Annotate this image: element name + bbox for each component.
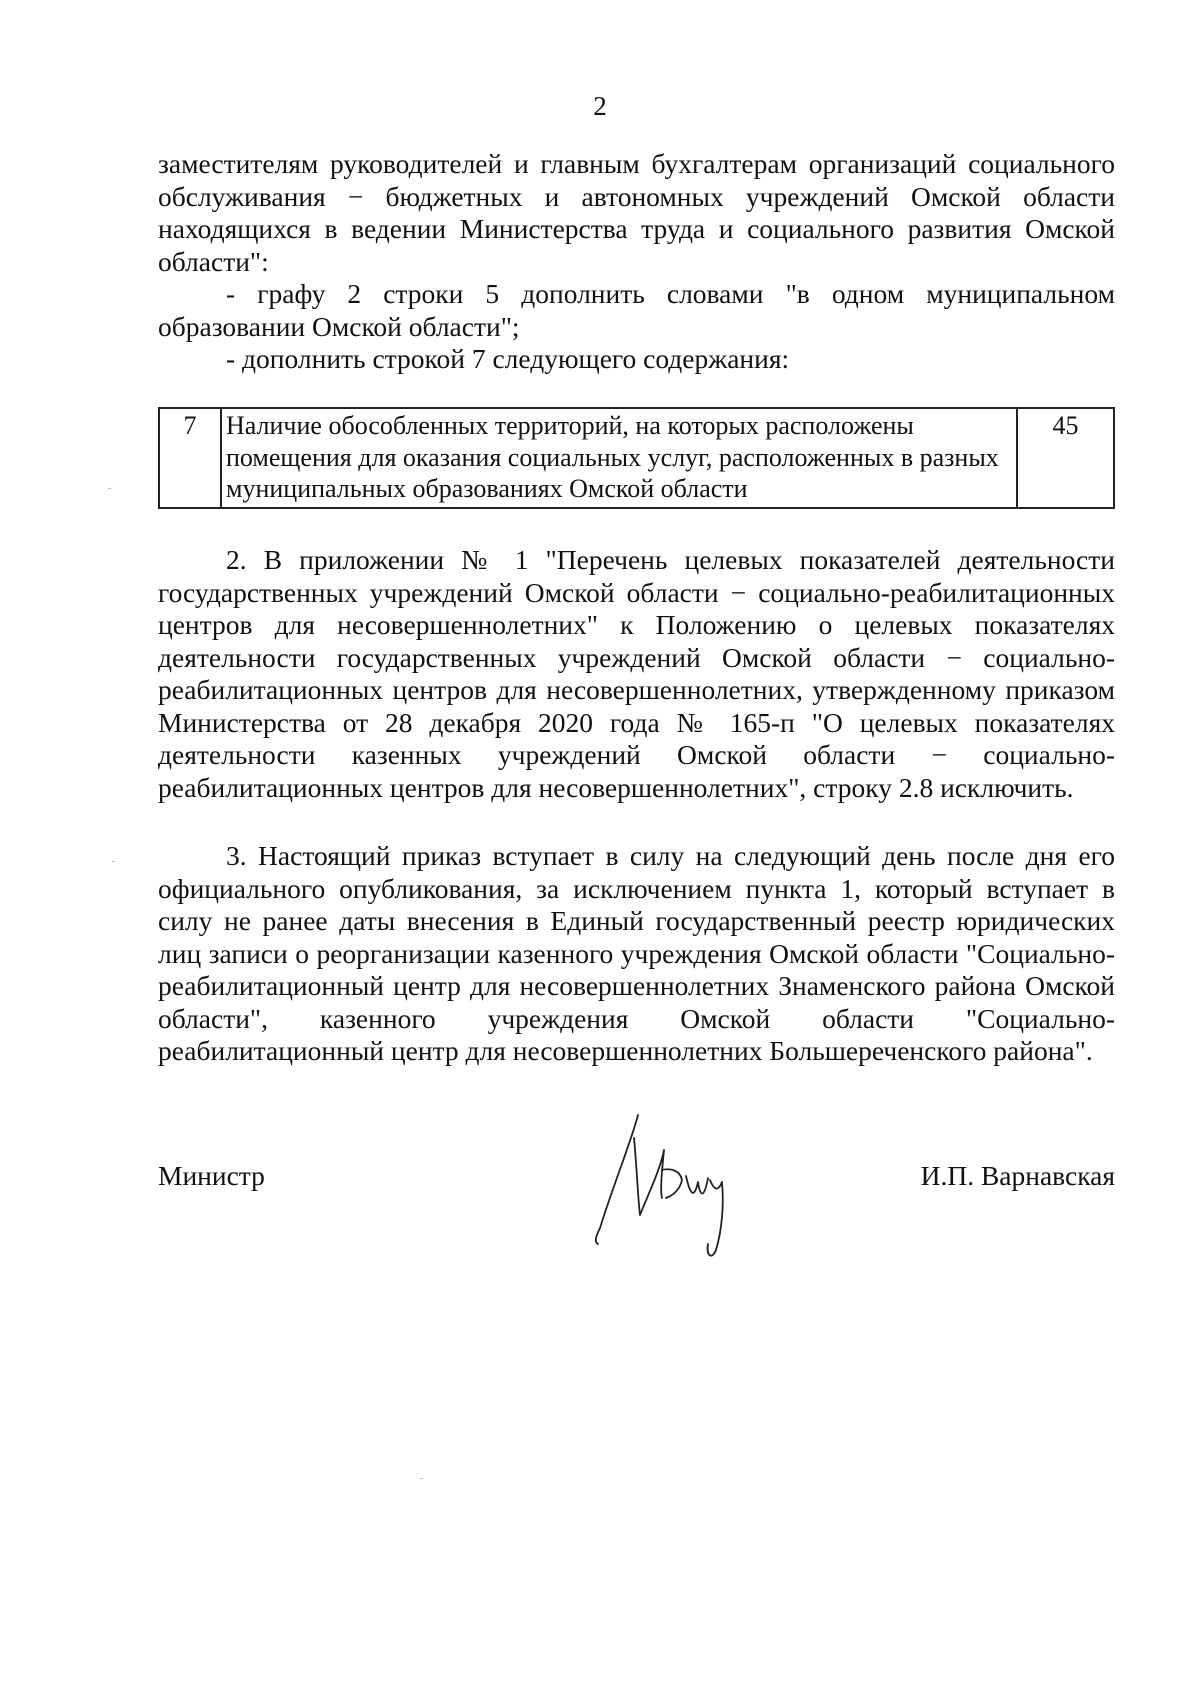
intro-text: заместителям руководителей и главным бухгалтерам организаций социального обслуживания − бюджетных и автономных учреждений Омской области находящихся в ведении Министерства труда и социального развития Омской области":: [158, 148, 1115, 277]
table-row: [159, 408, 1114, 508]
row-value-cell: 45: [1017, 408, 1114, 508]
scan-speck: [112, 861, 115, 862]
row-number-cell: 7: [159, 408, 221, 508]
intro-paragraph: [158, 148, 1115, 278]
section-3: [158, 840, 1115, 1068]
section-2: [158, 544, 1115, 804]
indicator-table: [158, 407, 1115, 509]
signatory-title: Министр: [158, 1160, 265, 1191]
section-3-text: 3. Настоящий приказ вступает в силу на следующий день после дня его официального опубликования, за исключением пункта 1, который вступает в силу не ранее даты внесения в Единый государственный реестр юридических лиц записи о реорганизации казенного учреждения Омской области "Социально-реабилитационный центр для несовершеннолетних Знаменского района Омской области", казенного учреждения Омской области "Социально-реабилитационный центр для несовершеннолетних Большереченского района".: [158, 840, 1115, 1066]
signatory-name: И.П. Варнавская: [920, 1160, 1115, 1191]
page-number: 2: [593, 91, 607, 121]
row-description-cell: Наличие обособленных территорий, на которых расположены помещения для оказания социальных услуг, расположенных в разных муниципальных образованиях Омской области: [221, 408, 1017, 508]
amendment-item-1: - графу 2 строки 5 дополнить словами "в одном муниципальном образовании Омской области";: [158, 278, 1115, 342]
amendment-item-2: - дополнить строкой 7 следующего содержания:: [226, 343, 790, 374]
section-2-text: 2. В приложении № 1 "Перечень целевых показателей деятельности государственных учреждений Омской области − социально-реабилитационных центров для несовершеннолетних" к Положению о целевых показателях деятельности государственных учреждений Омской области − социально-реабилитационных центров для несовершеннолетних, утвержденному приказом Министерства от 28 декабря 2020 года № 165-п "О целевых показателях деятельности казенных учреждений Омской области − социально-реабилитационных центров для несовершеннолетних", строку 2.8 исключить.: [158, 544, 1115, 803]
inserted-row-table: [158, 407, 1115, 509]
scan-speck: [108, 488, 111, 489]
amendment-list: [158, 278, 1115, 376]
scan-speck: [420, 1478, 423, 1479]
handwritten-signature: [590, 1110, 760, 1260]
